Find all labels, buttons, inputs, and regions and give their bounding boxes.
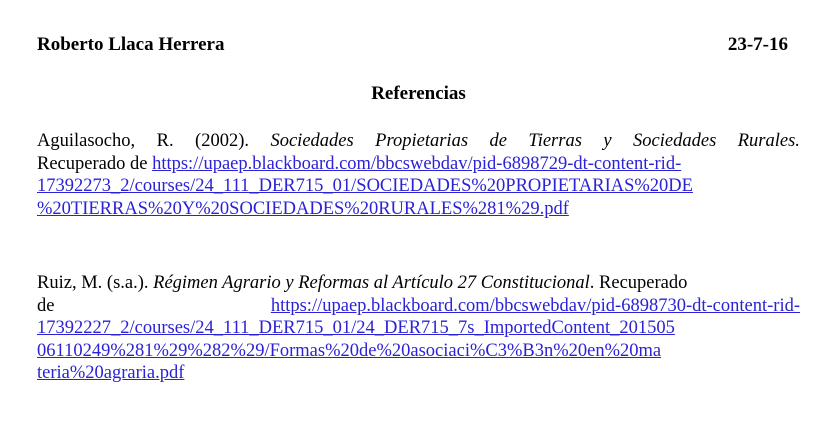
reference-initial: R. bbox=[156, 131, 174, 151]
reference-title-word: Rurales. bbox=[737, 131, 800, 151]
reference-title-word: y bbox=[603, 131, 612, 151]
reference-year: (2002). bbox=[195, 131, 249, 151]
document-page bbox=[37, 0, 800, 444]
reference-year: (s.a.). bbox=[106, 273, 149, 293]
reference-item bbox=[37, 272, 800, 385]
reference-url-line bbox=[37, 153, 800, 176]
reference-title-word: Propietarias bbox=[375, 131, 469, 151]
reference-url-line bbox=[37, 175, 800, 198]
retrieved-de: de bbox=[37, 295, 55, 316]
reference-title-period: . bbox=[589, 273, 595, 293]
reference-url-line bbox=[37, 340, 800, 363]
reference-url-line bbox=[37, 317, 800, 340]
reference-title-word: de bbox=[489, 131, 507, 151]
reference-url-line bbox=[37, 198, 800, 221]
reference-first-line bbox=[37, 130, 800, 153]
reference-link[interactable]: 06110249%281%29%282%29/Formas%20de%20asociaci%C3%B3n%20en%20ma bbox=[37, 340, 662, 361]
document-header bbox=[37, 34, 800, 58]
author-name: Roberto Llaca Herrera bbox=[37, 34, 225, 55]
reference-title-word: Tierras bbox=[528, 131, 582, 151]
retrieved-label: Recuperado bbox=[599, 273, 688, 293]
section-title: Referencias bbox=[371, 83, 466, 104]
reference-title-word: Sociedades bbox=[270, 131, 354, 151]
reference-first-line bbox=[37, 272, 800, 295]
reference-link[interactable]: teria%20agraria.pdf bbox=[37, 363, 185, 383]
reference-url-line bbox=[37, 362, 800, 385]
document-date: 23-7-16 bbox=[727, 34, 788, 55]
reference-link[interactable]: https://upaep.blackboard.com/bbcswebdav/pid-6898730-dt-content-rid- bbox=[270, 295, 800, 316]
reference-initial: M. bbox=[81, 273, 103, 293]
reference-url-line bbox=[37, 295, 800, 318]
reference-title: Régimen Agrario y Reformas al Artículo 27 Constitucional bbox=[153, 273, 590, 293]
reference-link[interactable]: https://upaep.blackboard.com/bbcswebdav/pid-6898729-dt-content-rid- bbox=[152, 153, 682, 174]
reference-link[interactable]: 17392273_2/courses/24_111_DER715_01/SOCIEDADES%20PROPIETARIAS%20DE bbox=[37, 176, 693, 196]
retrieved-label: Recuperado de bbox=[37, 153, 148, 174]
reference-link[interactable]: %20TIERRAS%20Y%20SOCIEDADES%20RURALES%281%29.pdf bbox=[37, 198, 569, 219]
reference-author: Aguilasocho, bbox=[37, 131, 136, 151]
reference-author: Ruiz, bbox=[37, 273, 77, 293]
reference-item bbox=[37, 130, 800, 220]
reference-link[interactable]: 17392227_2/courses/24_111_DER715_01/24_DER715_7s_ImportedContent_201505 bbox=[37, 318, 675, 338]
reference-title-word: Sociedades bbox=[633, 131, 717, 151]
